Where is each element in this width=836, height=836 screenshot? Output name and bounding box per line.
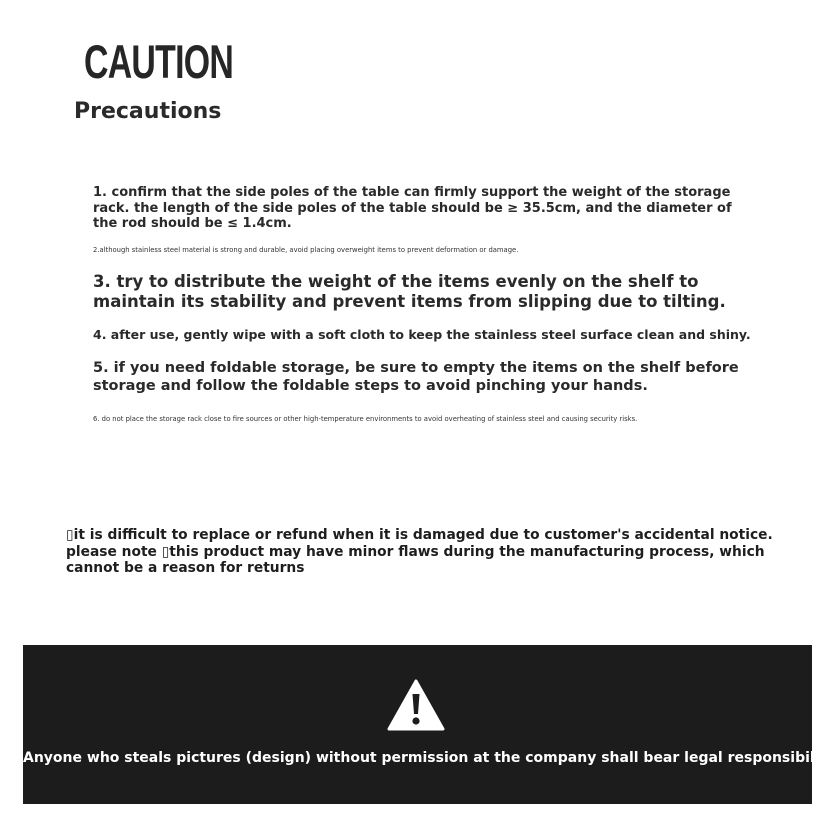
precaution-item-5: 5. if you need foldable storage, be sure to empty the items on the shelf before storage and follow the foldable steps to avoid pinching your hands. [93,360,739,394]
caution-heading: CAUTION [84,35,234,88]
precaution-item-3: 3. try to distribute the weight of the items evenly on the shelf to maintain its stability and prevent items from slipping due to tilting. [93,272,726,311]
copyright-panel [23,645,836,804]
returns-notice: ▯it is difficult to replace or refund when it is damaged due to customer's accidental notice. please note ▯this product may have minor flaws during the manufacturing process, which cannot be a reason for returns [66,527,773,576]
copyright-warning-text: Anyone who steals pictures (design) without permission at the company shall bear legal responsibility [23,750,836,766]
precaution-item-2: 2.although stainless steel material is strong and durable, avoid placing overweight items to prevent deformation or damage. [93,246,519,254]
precautions-heading: Precautions [74,99,222,124]
precaution-item-6: 6. do not place the storage rack close to fire sources or other high-temperature environments to avoid overheating of stainless steel and causing security risks. [93,415,638,423]
warning-triangle-icon [387,679,445,731]
precaution-item-4: 4. after use, gently wipe with a soft cloth to keep the stainless steel surface clean and shiny. [93,327,751,342]
precaution-item-1: 1. confirm that the side poles of the table can firmly support the weight of the storage rack. the length of the side poles of the table should be ≥ 35.5cm, and the diameter of the rod should be ≤ 1.4cm. [93,185,732,231]
